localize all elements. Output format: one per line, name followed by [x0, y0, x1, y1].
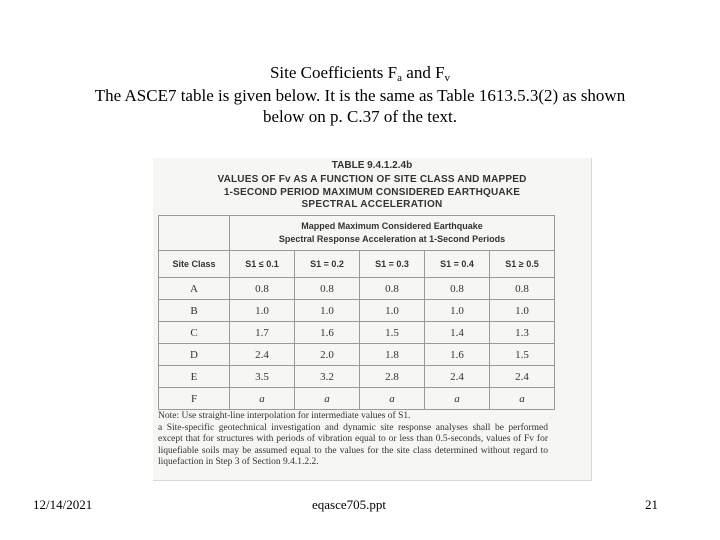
- table-row: [159, 366, 555, 388]
- value-cell: 0.8: [295, 278, 360, 300]
- value-cell: a: [490, 388, 555, 410]
- column-header: S1 = 0.4: [425, 251, 490, 278]
- span-header: [230, 216, 555, 251]
- footer-date: 12/14/2021: [33, 497, 93, 512]
- column-header: S1 ≤ 0.1: [230, 251, 295, 278]
- column-header: S1 ≥ 0.5: [490, 251, 555, 278]
- table-row: [159, 344, 555, 366]
- column-header: S1 = 0.3: [360, 251, 425, 278]
- table-notes: [158, 411, 548, 469]
- site-class-cell: F: [159, 388, 230, 410]
- column-header: S1 = 0.2: [295, 251, 360, 278]
- value-cell: 1.0: [490, 300, 555, 322]
- value-cell: 0.8: [490, 278, 555, 300]
- value-cell: a: [295, 388, 360, 410]
- value-cell: 1.8: [360, 344, 425, 366]
- value-cell: 0.8: [360, 278, 425, 300]
- value-cell: 1.0: [425, 300, 490, 322]
- title-sub-v: v: [444, 72, 451, 84]
- value-cell: 3.5: [230, 366, 295, 388]
- corner-cell: [159, 216, 230, 251]
- value-cell: 1.0: [230, 300, 295, 322]
- table-caption-line-2: 1-SECOND PERIOD MAXIMUM CONSIDERED EARTHQUAKE: [223, 187, 521, 198]
- slide-title: [0, 62, 720, 83]
- site-class-cell: A: [159, 278, 230, 300]
- title-text-and: and F: [402, 63, 445, 82]
- fv-table: [158, 215, 555, 410]
- title-text-main: Site Coefficients F: [269, 63, 398, 82]
- table-row: [159, 322, 555, 344]
- value-cell: 1.6: [425, 344, 490, 366]
- title-sub-a: a: [397, 72, 403, 84]
- value-cell: 1.0: [295, 300, 360, 322]
- table-row: [159, 300, 555, 322]
- note-footnote-a: a Site-specific geotechnical investigation and dynamic site response analyses shall be performed except that for structures with periods of vibration equal to or less than 0.5-seconds, values of Fv for liquefiable soils may be assumed equal to the values for the site class determined without regard to liquefaction in Step 3 of Section 9.4.1.2.2.: [158, 422, 548, 467]
- value-cell: 2.8: [360, 366, 425, 388]
- site-class-cell: C: [159, 322, 230, 344]
- value-cell: 1.0: [360, 300, 425, 322]
- slide-line-3: below on p. C.37 of the text.: [262, 107, 458, 126]
- value-cell: 1.7: [230, 322, 295, 344]
- value-cell: 2.0: [295, 344, 360, 366]
- table-row: [159, 388, 555, 410]
- table-caption-line-3: SPECTRAL ACCELERATION: [301, 199, 443, 210]
- value-cell: 3.2: [295, 366, 360, 388]
- value-cell: a: [230, 388, 295, 410]
- value-cell: 0.8: [425, 278, 490, 300]
- footer-page-number: 21: [645, 497, 658, 512]
- value-cell: 1.5: [360, 322, 425, 344]
- value-cell: a: [360, 388, 425, 410]
- site-class-cell: E: [159, 366, 230, 388]
- site-class-cell: D: [159, 344, 230, 366]
- value-cell: 1.4: [425, 322, 490, 344]
- slide-line-2: The ASCE7 table is given below. It is the same as Table 1613.5.3(2) as shown: [94, 86, 626, 105]
- table-caption-line-1: VALUES OF Fv AS A FUNCTION OF SITE CLASS AND MAPPED: [217, 174, 527, 185]
- value-cell: 1.6: [295, 322, 360, 344]
- scanned-table-image: [153, 158, 592, 481]
- footer-filename: eqasce705.ppt: [312, 497, 387, 512]
- span-header-line-2: Spectral Response Acceleration at 1-Second Periods: [278, 234, 506, 244]
- value-cell: 1.5: [490, 344, 555, 366]
- site-class-header: Site Class: [159, 251, 230, 278]
- site-class-cell: B: [159, 300, 230, 322]
- value-cell: 2.4: [490, 366, 555, 388]
- value-cell: 0.8: [230, 278, 295, 300]
- value-cell: 1.3: [490, 322, 555, 344]
- value-cell: 2.4: [230, 344, 295, 366]
- table-row: [159, 278, 555, 300]
- value-cell: 2.4: [425, 366, 490, 388]
- span-header-line-1: Mapped Maximum Considered Earthquake: [301, 221, 483, 231]
- value-cell: a: [425, 388, 490, 410]
- note-interpolation: Note: Use straight-line interpolation for intermediate values of S1.: [158, 411, 411, 421]
- table-number: TABLE 9.4.1.2.4b: [331, 160, 413, 171]
